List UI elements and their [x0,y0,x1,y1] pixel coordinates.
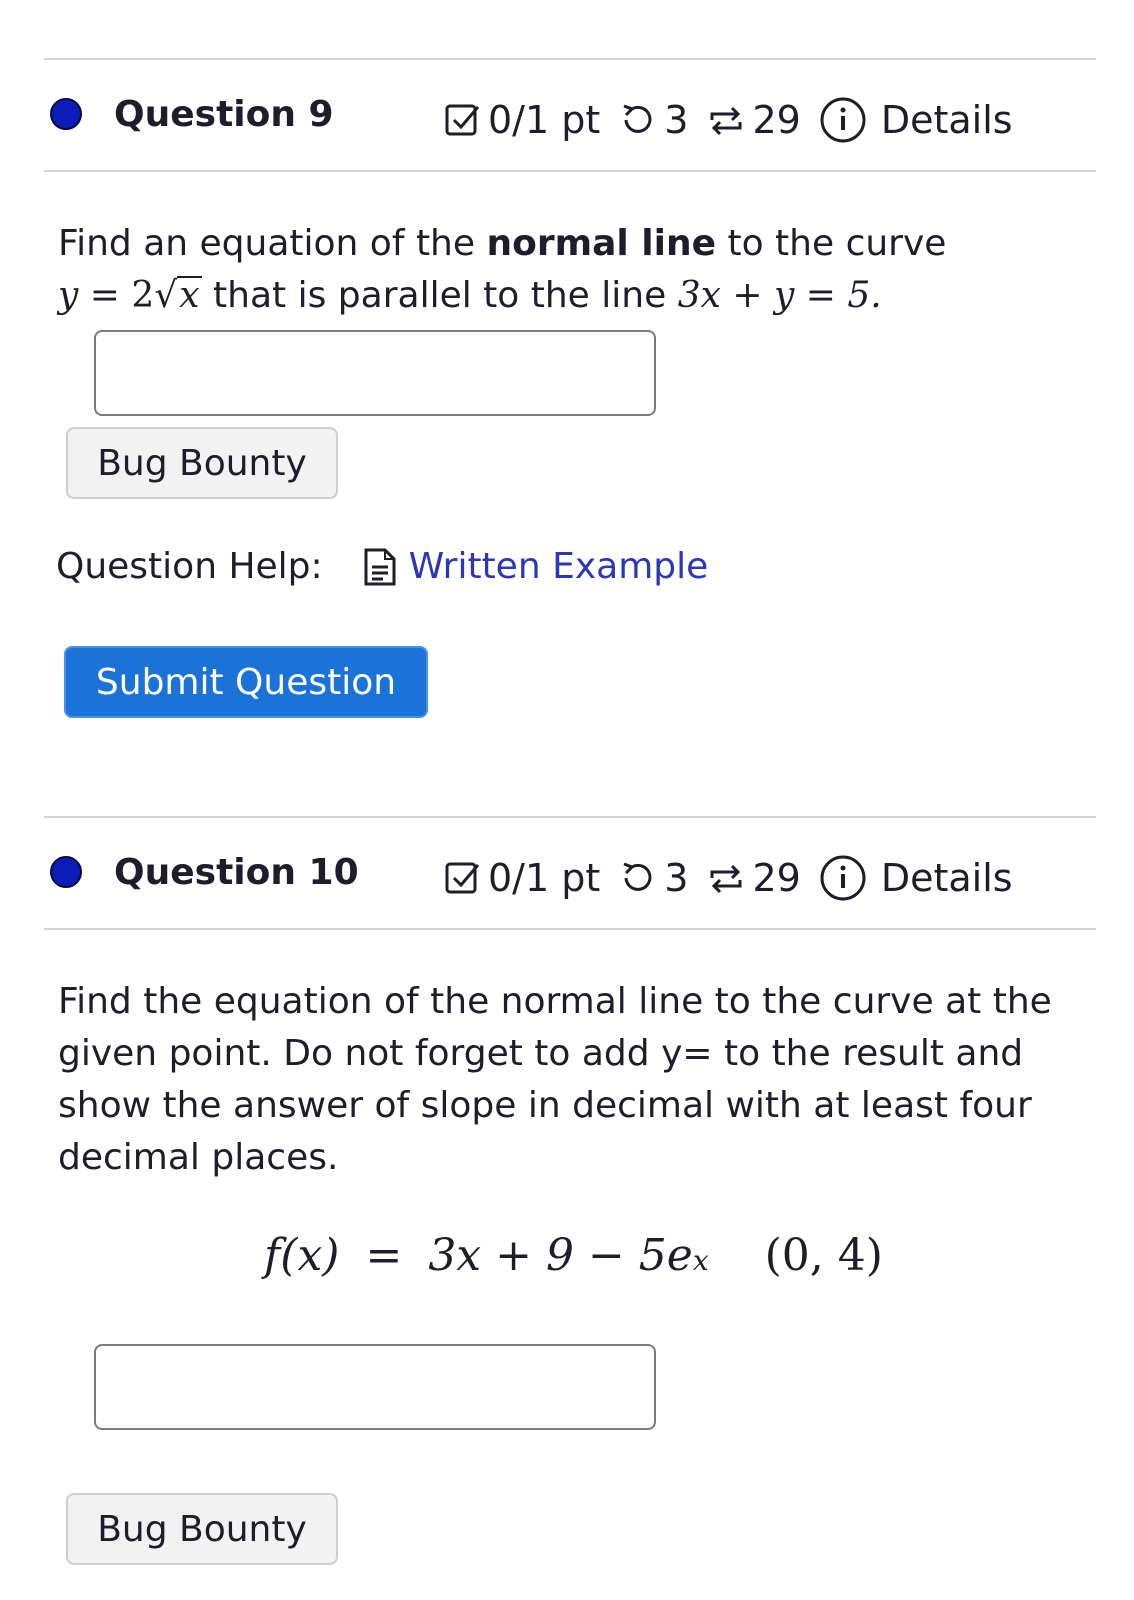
formula [264,1230,883,1281]
checkbox-score-icon [444,859,482,897]
answer-input[interactable] [94,1344,656,1430]
question-meta [444,854,1013,902]
retries-count: 3 [664,98,689,142]
details-link[interactable]: Details [880,98,1013,142]
given-point: (0, 4) [764,1230,883,1281]
status-dot-icon [50,856,82,888]
retries-count: 3 [664,856,689,900]
math-expression: 3x + y = 5. [677,275,882,316]
retry-icon [618,100,658,140]
math-eq: = [365,1230,403,1281]
attempts-count: 29 [752,98,801,142]
info-icon[interactable] [819,96,867,144]
answer-input[interactable] [94,330,656,416]
attempts-count: 29 [752,856,801,900]
question-title: Question 9 [114,94,334,135]
bug-bounty-button[interactable]: Bug Bounty [66,427,338,499]
attempts-icon [706,100,746,140]
math-radicand: x [179,275,200,316]
score-text: 0/1 pt [488,98,601,142]
bug-bounty-button[interactable]: Bug Bounty [66,1493,338,1565]
document-icon [363,547,397,587]
question-title: Question 10 [114,852,359,893]
status-dot-icon [50,98,82,130]
prompt-text: to the curve [727,223,947,264]
score-text: 0/1 pt [488,856,601,900]
prompt-text: that is parallel to the line [213,275,667,316]
question-help [56,546,708,587]
divider [44,928,1096,930]
math-var: y [58,275,79,316]
retry-icon [618,858,658,898]
divider [44,170,1096,172]
math-coef: 2 [131,275,155,316]
question-10-prompt: Find the equation of the normal line to the curve at the given point. Do not forget to add y= to the result and show the answer of slope in decimal with at least four decimal places. [58,981,1052,1178]
checkbox-score-icon [444,101,482,139]
question-10-header [0,818,1134,928]
function-expression: 3x + 9 − 5e [428,1230,693,1281]
help-label: Question Help: [56,546,323,587]
details-link[interactable]: Details [880,856,1013,900]
sqrt-symbol: √ [154,275,178,316]
math-eq: = [89,275,120,316]
submit-question-button[interactable]: Submit Question [64,646,428,718]
function-name: f(x) [264,1230,340,1281]
question-meta [444,96,1013,144]
info-icon[interactable] [819,854,867,902]
prompt-text: Find an equation of the [58,223,476,264]
written-example-link[interactable]: Written Example [408,546,709,587]
question-9-prompt [58,218,1098,322]
prompt-bold: normal line [486,223,717,264]
question-9-header [0,60,1134,170]
attempts-icon [706,858,746,898]
exponent: x [692,1244,709,1277]
